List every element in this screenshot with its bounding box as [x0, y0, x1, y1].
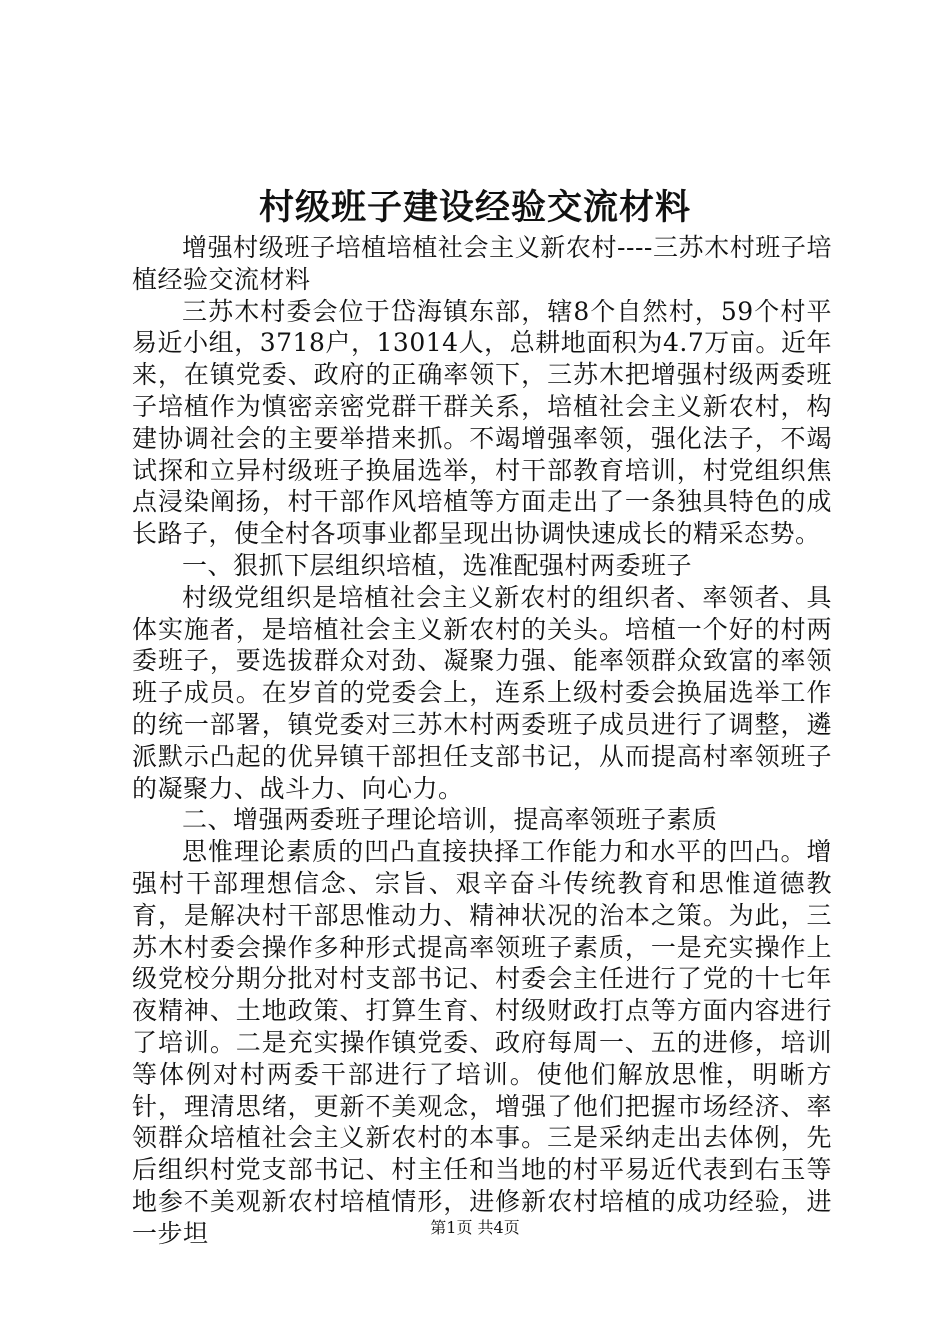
- paragraph-section-2: 思惟理论素质的凹凸直接抉择工作能力和水平的凹凸。增强村干部理想信念、宗旨、艰辛奋斗传统教育和思惟道德教育，是解决村干部思惟动力、精神状况的治本之策。为此，三苏木村委会操作多种形式提高率领班子素质，一是充实操作上级党校分期分批对村支部书记、村委会主任进行了党的十七年夜精神、土地政策、打算生育、村级财政打点等方面内容进行了培训。二是充实操作镇党委、政府每周一、五的进修，培训等体例对村两委干部进行了培训。使他们解放思惟，明晰方针，理清思绪，更新不美观念，增强了他们把握市场经济、率领群众培植社会主义新农村的本事。三是采纳走出去体例，先后组织村党支部书记、村主任和当地的村平易近代表到右玉等地参不美观新农村培植情形，进修新农村培植的成功经验，进一步坦: [132, 837, 832, 1248]
- paragraph-section-1: 村级党组织是培植社会主义新农村的组织者、率领者、具体实施者，是培植社会主义新农村的关头。培植一个好的村两委班子，要选拔群众对劲、凝聚力强、能率领群众致富的率领班子成员。在岁首的党委会上，连系上级村委会换届选举工作的统一部署，镇党委对三苏木村两委班子成员进行了调整，遴派默示凸起的优异镇干部担任支部书记，从而提高村率领班子的凝聚力、战斗力、向心力。: [132, 582, 832, 803]
- document-title: 村级班子建设经验交流材料: [258, 187, 691, 228]
- section-heading-2: 二、增强两委班子理论培训，提高率领班子素质: [182, 805, 718, 835]
- paragraph-subtitle: 增强村级班子培植培植社会主义新农村----三苏木村班子培植经验交流材料: [132, 233, 832, 294]
- page-footer: 第1页 共4页: [430, 1218, 520, 1237]
- paragraph-intro: 三苏木村委会位于岱海镇东部，辖8个自然村，59个村平易近小组，3718户，13014人，总耕地面积为4.7万亩。近年来，在镇党委、政府的正确率领下，三苏木把增强村级两委班子培植作为慎密亲密党群干群关系，培植社会主义新农村，构建协调社会的主要举措来抓。不竭增强率领，强化法子，不竭试探和立异村级班子换届选举，村干部教育培训，村党组织焦点浸染阐扬，村干部作风培植等方面走出了一条独具特色的成长路子，使全村各项事业都呈现出协调快速成长的精采态势。: [132, 296, 832, 549]
- section-heading-1: 一、狠抓下层组织培植，选准配强村两委班子: [182, 550, 693, 580]
- document-body: [132, 232, 832, 1250]
